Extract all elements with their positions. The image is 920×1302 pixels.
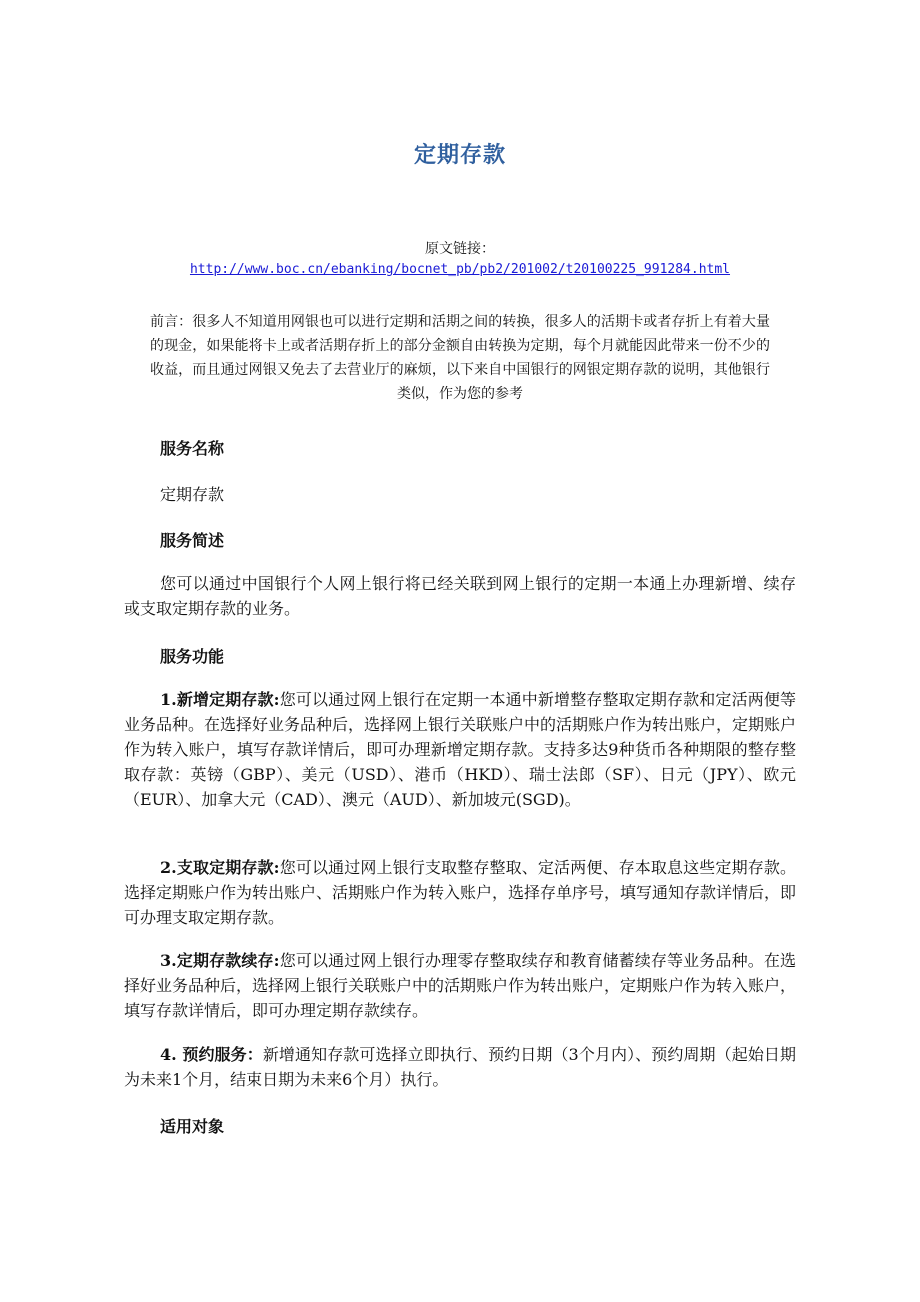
source-label: 原文链接：	[425, 241, 495, 257]
function-text: 新增通知存款可选择立即执行、预约日期（3个月内）、预约周期（起始日期为未来1个月，结束日期为未来6个月）执行。	[124, 1045, 796, 1089]
function-text: 您可以通过网上银行支取整存整取、定活两便、存本取息这些定期存款。选择定期账户作为转出账户、活期账户作为转入账户，选择存单序号，填写通知存款详情后，即可办理支取定期存款。	[124, 858, 797, 927]
function-item-renew	[124, 948, 796, 1023]
function-item-withdraw	[124, 855, 796, 930]
functions-heading: 服务功能	[160, 647, 225, 666]
summary-paragraph: 您可以通过中国银行个人网上银行将已经关联到网上银行的定期一本通上办理新增、续存或支取定期存款的业务。	[124, 574, 796, 618]
function-label: 4. 预约服务：	[160, 1045, 263, 1064]
function-label: 2.支取定期存款:	[160, 858, 280, 877]
service-name-heading: 服务名称	[160, 439, 225, 458]
source-link[interactable]: http://www.boc.cn/ebanking/bocnet_pb/pb2/201002/t20100225_991284.html	[189, 262, 731, 277]
summary-heading: 服务简述	[160, 531, 225, 550]
function-item-new-deposit	[124, 687, 796, 812]
function-text: 您可以通过网上银行办理零存整取续存和教育储蓄续存等业务品种。在选择好业务品种后，选择网上银行关联账户中的活期账户作为转出账户，定期账户作为转入账户，填写存款详情后，即可办理定期存款续存。	[124, 951, 797, 1020]
document-title: 定期存款	[413, 142, 506, 168]
preface-paragraph: 前言：很多人不知道用网银也可以进行定期和活期之间的转换，很多人的活期卡或者存折上有着大量的现金，如果能将卡上或者活期存折上的部分金额自由转换为定期，每个月就能因此带来一份不少的收益，而且通过网银又免去了去营业厅的麻烦，以下来自中国银行的网银定期存款的说明，其他银行类似，作为您的参考	[150, 314, 770, 402]
function-label: 3.定期存款续存:	[160, 951, 280, 970]
function-item-reservation	[124, 1042, 796, 1092]
function-label: 1.新增定期存款:	[160, 690, 280, 709]
function-text: 您可以通过网上银行在定期一本通中新增整存整取定期存款和定活两便等业务品种。在选择好业务品种后，选择网上银行关联账户中的活期账户作为转出账户，定期账户作为转入账户，填写存款详情后，即可办理新增定期存款。支持多达9种货币各种期限的整存整取存款：英镑（GBP）、美元（USD）、港币（HKD）、瑞士法郎（SF）、日元（JPY）、欧元（EUR）、加拿大元（CAD）、澳元（AUD）、新加坡元(SGD)。	[124, 690, 797, 809]
service-name-value: 定期存款	[160, 485, 225, 504]
target-heading: 适用对象	[160, 1117, 225, 1136]
